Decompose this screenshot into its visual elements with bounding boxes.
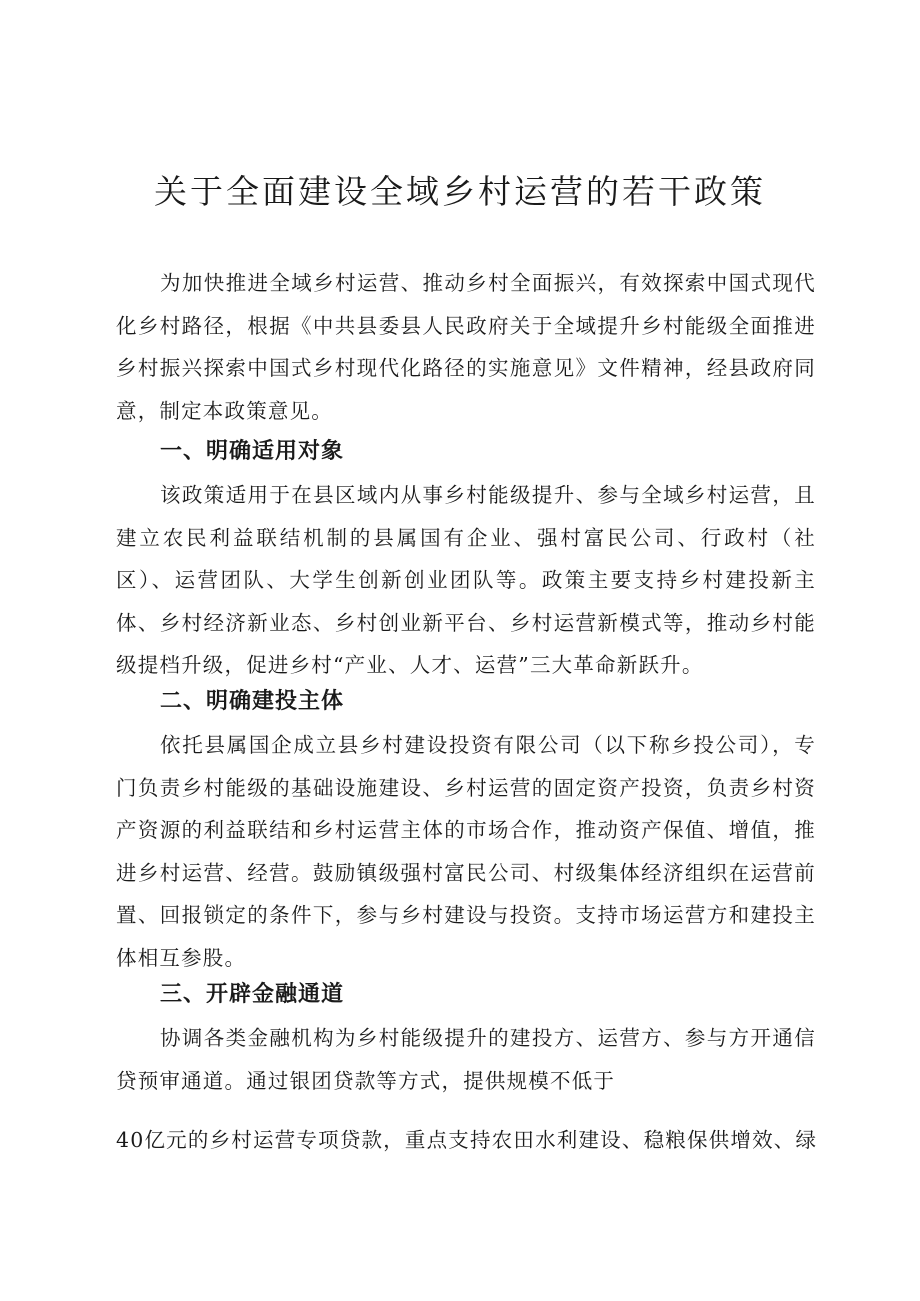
intro-paragraph: 为加快推进全域乡村运营、推动乡村全面振兴，有效探索中国式现代化乡村路径，根据《中共县委县人民政府关于全域提升乡村能级全面推进乡村振兴探索中国式乡村现代化路径的实施意见》文件精神，经县政府同意，制定本政策意见。: [116, 271, 816, 423]
section-1-body: 该政策适用于在县区域内从事乡村能级提升、参与全域乡村运营，且建立农民利益联结机制的县属国有企业、强村富民公司、行政村（社区）、运营团队、大学生创新创业团队等。政策主要支持乡村建投新主体、乡村经济新业态、乡村创业新平台、乡村运营新模式等，推动乡村能级提档升级，促进乡村“产业、人才、运营”三大革命新跃升。: [116, 483, 816, 677]
document-title: 关于全面建设全域乡村运营的若干政策: [154, 172, 766, 211]
section-3-body: 协调各类金融机构为乡村能级提升的建投方、运营方、参与方开通信贷预审通道。通过银团贷款等方式，提供规模不低于: [116, 1026, 816, 1093]
section-2-body: 依托县属国企成立县乡村建设投资有限公司（以下称乡投公司），专门负责乡村能级的基础设施建设、乡村运营的固定资产投资，负责乡村资产资源的利益联结和乡村运营主体的市场合作，推动资产保值、增值，推进乡村运营、经营。鼓励镇级强村富民公司、村级集体经济组织在运营前置、回报锁定的条件下，参与乡村建设与投资。支持市场运营方和建投主体相互参股。: [116, 733, 816, 970]
section-2-heading: 二、明确建投主体: [160, 689, 345, 714]
continuation-line: 40亿元的乡村运营专项贷款，重点支持农田水利建设、稳粮保供增效、绿: [116, 1128, 818, 1152]
section-3-heading: 三、开辟金融通道: [160, 982, 345, 1007]
section-1-heading: 一、明确适用对象: [160, 439, 345, 464]
